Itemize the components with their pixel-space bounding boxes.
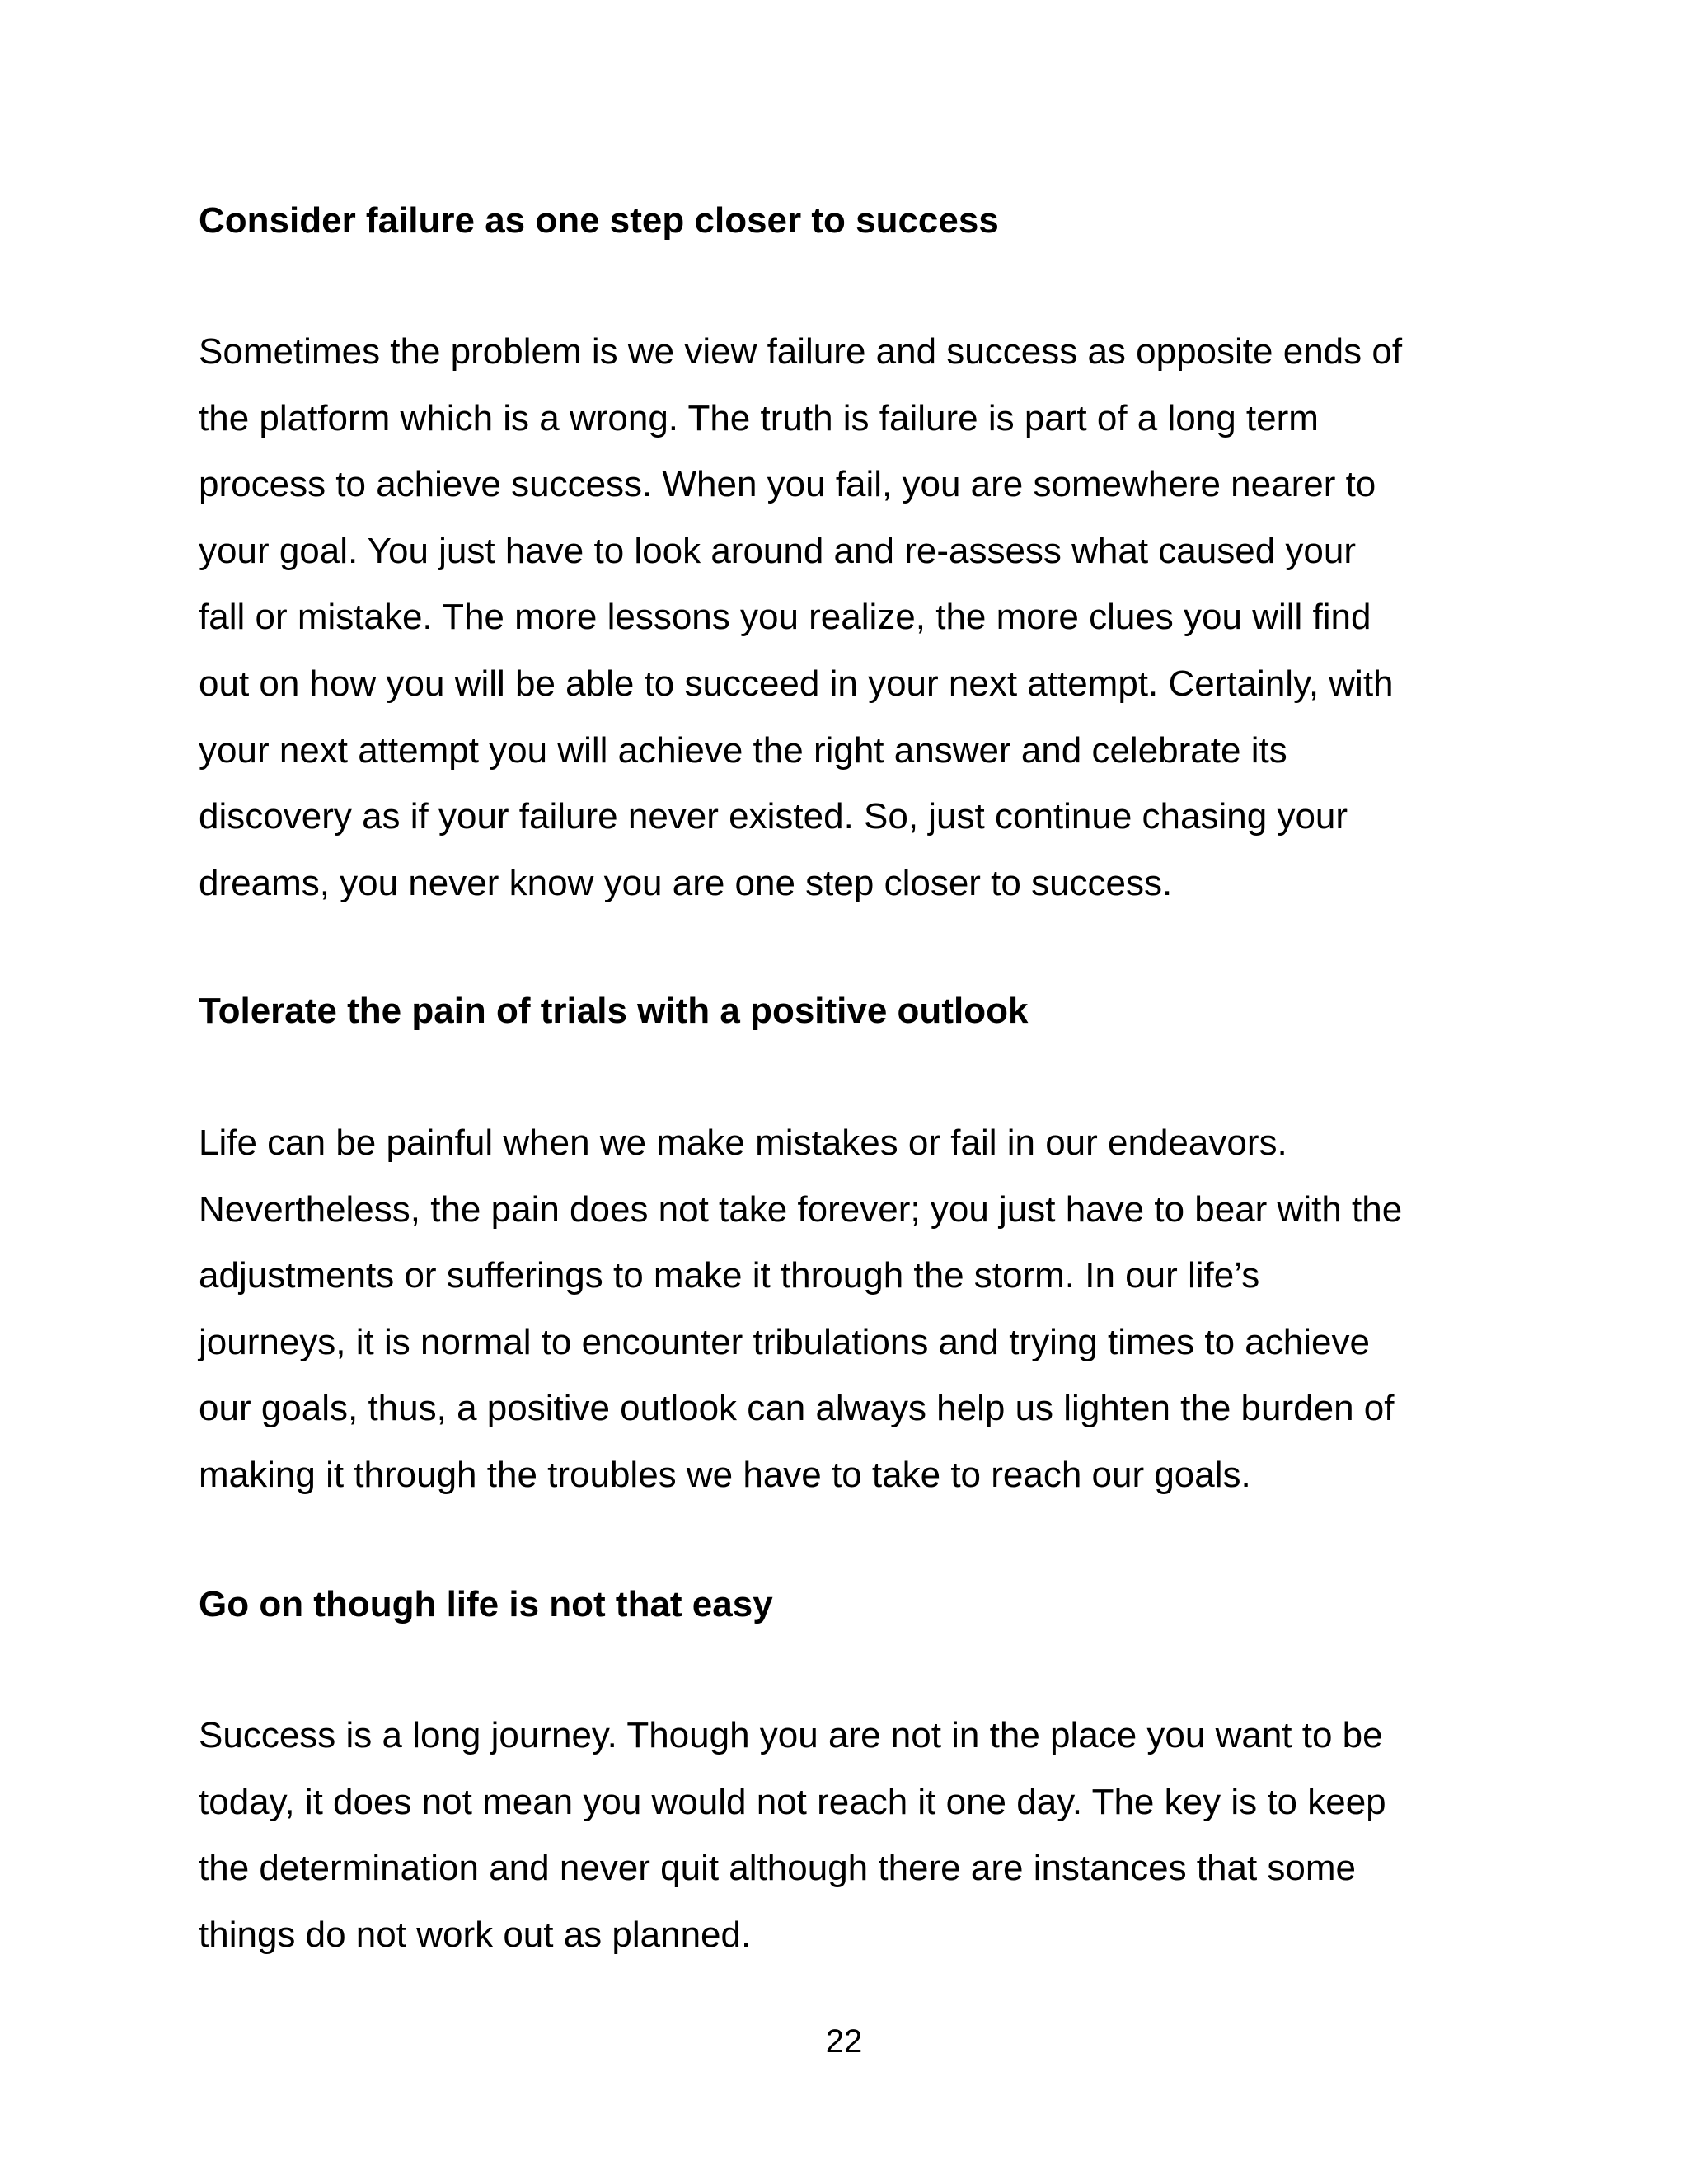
paragraph-line: Success is a long journey. Though you are not in the place you want to be [199,1715,1383,1755]
page-number: 22 [825,2023,863,2060]
paragraph-line: your goal. You just have to look around and re-assess what caused your [199,530,1357,571]
paragraph-line: fall or mistake. The more lessons you realize, the more clues you will find [199,597,1372,638]
paragraph-line: dreams, you never know you are one step closer to success. [199,862,1173,903]
paragraph-line: your next attempt you will achieve the right answer and celebrate its [199,729,1287,771]
section-paragraph [199,1110,1517,1509]
paragraph-line: Nevertheless, the pain does not take forever; you just have to bear with the [199,1188,1403,1230]
paragraph-line: journeys, it is normal to encounter tribulations and trying times to achieve [199,1321,1370,1362]
paragraph-line: making it through the troubles we have to take to reach our goals. [199,1454,1251,1495]
paragraph-line: things do not work out as planned. [199,1914,752,1955]
section-paragraph [199,1703,1517,1968]
section-heading: Consider failure as one step closer to success [199,200,999,241]
paragraph-line: Life can be painful when we make mistakes or fail in our endeavors. [199,1122,1287,1163]
paragraph-line: discovery as if your failure never existed. So, just continue chasing your [199,796,1348,837]
paragraph-line: today, it does not mean you would not reach it one day. The key is to keep [199,1781,1386,1822]
paragraph-line: Sometimes the problem is we view failure and success as opposite ends of [199,331,1403,372]
section-heading: Go on though life is not that easy [199,1584,773,1624]
paragraph-line: process to achieve success. When you fail, you are somewhere nearer to [199,464,1376,505]
section-heading: Tolerate the pain of trials with a positive outlook [199,991,1029,1031]
paragraph-line: out on how you will be able to succeed in your next attempt. Certainly, with [199,663,1394,704]
paragraph-line: the platform which is a wrong. The truth is failure is part of a long term [199,397,1319,438]
section-paragraph [199,319,1517,916]
paragraph-line: the determination and never quit although there are instances that some [199,1848,1357,1889]
paragraph-line: our goals, thus, a positive outlook can always help us lighten the burden of [199,1388,1395,1429]
paragraph-line: adjustments or sufferings to make it through the storm. In our life’s [199,1255,1260,1296]
